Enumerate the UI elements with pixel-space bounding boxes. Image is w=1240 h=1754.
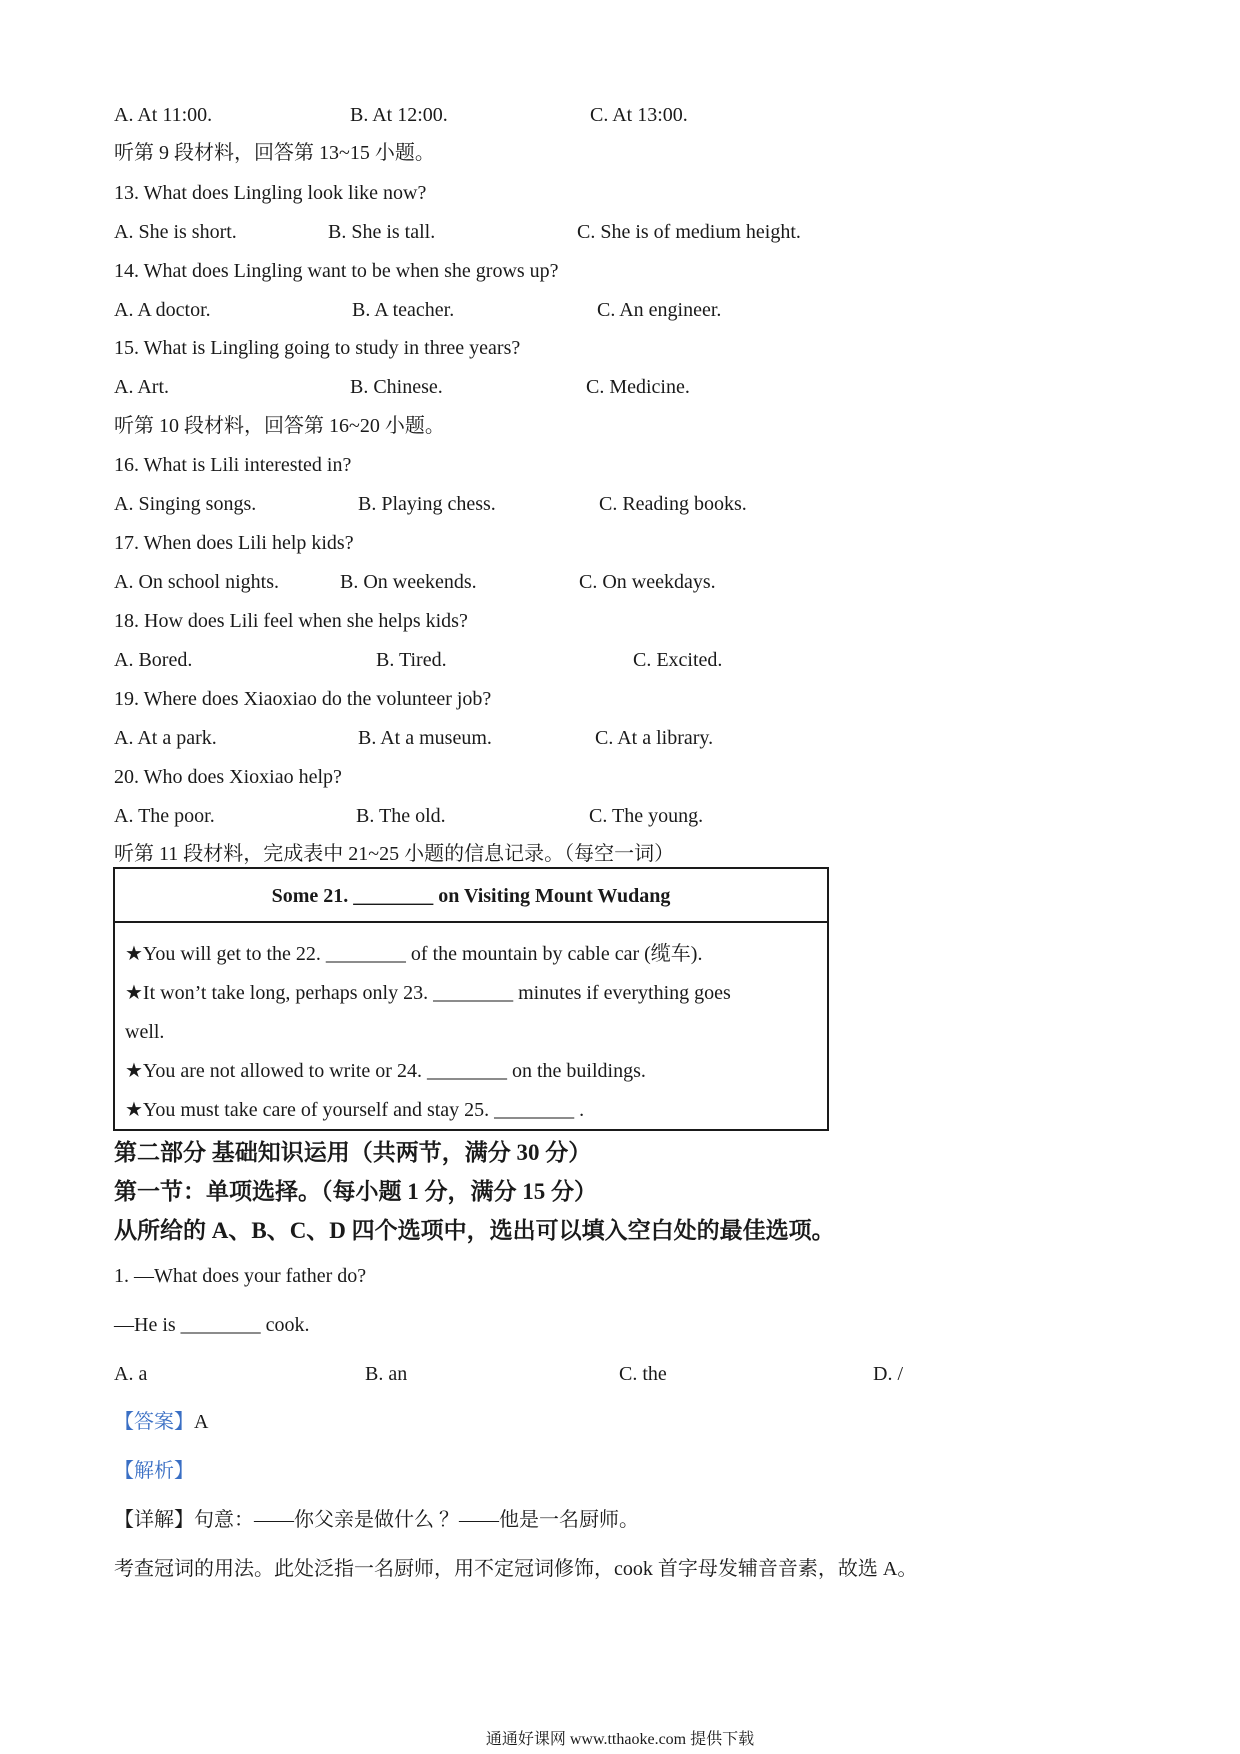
mc1-option-a: A. a xyxy=(114,1363,148,1385)
q19-options xyxy=(114,725,1114,751)
q14-question: 14. What does Lingling want to be when she grows up? xyxy=(114,260,559,282)
part2-section1-title: 第一节：单项选择。（每小题 1 分，满分 15 分） xyxy=(114,1179,597,1204)
q14-options xyxy=(114,297,1114,323)
q14-option-c: C. An engineer. xyxy=(597,299,722,321)
section9-header: 听第 9 段材料，回答第 13~15 小题。 xyxy=(114,142,435,164)
info-table-row-22: ★You will get to the 22. ________ of the mountain by cable car (缆车). xyxy=(125,943,703,965)
q20-option-b: B. The old. xyxy=(356,805,446,827)
q15-option-b: B. Chinese. xyxy=(350,376,443,398)
footer-watermark: 通通好课网 www.tthaoke.com 提供下载 xyxy=(485,1731,755,1748)
q12-option-b: B. At 12:00. xyxy=(350,104,448,126)
mc1-options xyxy=(114,1361,1114,1387)
analysis-label: 【解析】 xyxy=(114,1460,194,1482)
mc1-option-d: D. / xyxy=(873,1363,903,1385)
q13-option-c: C. She is of medium height. xyxy=(577,221,801,243)
q17-question: 17. When does Lili help kids? xyxy=(114,532,354,554)
info-table-row-23: ★It won’t take long, perhaps only 23. ________ minutes if everything goes xyxy=(125,982,731,1004)
q20-option-a: A. The poor. xyxy=(114,805,215,827)
q18-options xyxy=(114,647,1114,673)
q13-question: 13. What does Lingling look like now? xyxy=(114,182,427,204)
q13-options xyxy=(114,219,1114,245)
q12-options xyxy=(114,102,1114,128)
q20-option-c: C. The young. xyxy=(589,805,704,827)
part2-instructions: 从所给的 A、B、C、D 四个选项中，选出可以填入空白处的最佳选项。 xyxy=(114,1218,835,1243)
mc1-option-b: B. an xyxy=(365,1363,408,1385)
info-table-row-25: ★You must take care of yourself and stay 25. ________ . xyxy=(125,1099,585,1121)
q13-option-b: B. She is tall. xyxy=(328,221,436,243)
q14-option-b: B. A teacher. xyxy=(352,299,455,321)
q20-question: 20. Who does Xioxiao help? xyxy=(114,766,342,788)
q16-options xyxy=(114,491,1114,517)
q15-question: 15. What is Lingling going to study in three years? xyxy=(114,337,521,359)
explanation-text: 考查冠词的用法。此处泛指一名厨师，用不定冠词修饰，cook 首字母发辅音音素，故选 A。 xyxy=(114,1558,918,1580)
q15-option-a: A. Art. xyxy=(114,376,169,398)
q17-options xyxy=(114,569,1114,595)
section10-header: 听第 10 段材料，回答第 16~20 小题。 xyxy=(114,415,445,437)
part2-title: 第二部分 基础知识运用（共两节，满分 30 分） xyxy=(114,1140,592,1165)
q16-question: 16. What is Lili interested in? xyxy=(114,454,352,476)
q15-options xyxy=(114,374,1114,400)
q12-option-a: A. At 11:00. xyxy=(114,104,213,126)
q18-question: 18. How does Lili feel when she helps kids? xyxy=(114,610,468,632)
mc1-answer-line: —He is ________ cook. xyxy=(114,1314,310,1336)
mc1-question: 1. —What does your father do? xyxy=(114,1265,367,1287)
q17-option-c: C. On weekdays. xyxy=(579,571,716,593)
q18-option-c: C. Excited. xyxy=(633,649,723,671)
q18-option-b: B. Tired. xyxy=(376,649,447,671)
detail-text: 【详解】句意：——你父亲是做什么 ？——他是一名厨师。 xyxy=(114,1509,639,1531)
info-table xyxy=(113,867,829,1131)
info-table-row-23-cont: well. xyxy=(125,1021,165,1043)
info-table-title: Some 21. ________ on Visiting Mount Wudang xyxy=(115,869,827,923)
q13-option-a: A. She is short. xyxy=(114,221,237,243)
q16-option-b: B. Playing chess. xyxy=(358,493,496,515)
mc1-option-c: C. the xyxy=(619,1363,667,1385)
q16-option-c: C. Reading books. xyxy=(599,493,747,515)
q19-option-a: A. At a park. xyxy=(114,727,217,749)
info-table-row-24: ★You are not allowed to write or 24. ________ on the buildings. xyxy=(125,1060,646,1082)
q17-option-b: B. On weekends. xyxy=(340,571,477,593)
q14-option-a: A. A doctor. xyxy=(114,299,211,321)
q19-option-c: C. At a library. xyxy=(595,727,714,749)
answer-value: A xyxy=(194,1411,209,1433)
q17-option-a: A. On school nights. xyxy=(114,571,279,593)
q15-option-c: C. Medicine. xyxy=(586,376,690,398)
section11-header: 听第 11 段材料，完成表中 21~25 小题的信息记录。（每空一词） xyxy=(114,843,675,865)
q20-options xyxy=(114,803,1114,829)
answer-label: 【答案】 xyxy=(114,1411,194,1433)
answer-row xyxy=(114,1409,208,1435)
q16-option-a: A. Singing songs. xyxy=(114,493,257,515)
q19-option-b: B. At a museum. xyxy=(358,727,492,749)
q12-option-c: C. At 13:00. xyxy=(590,104,688,126)
q18-option-a: A. Bored. xyxy=(114,649,193,671)
q19-question: 19. Where does Xiaoxiao do the volunteer job? xyxy=(114,688,492,710)
